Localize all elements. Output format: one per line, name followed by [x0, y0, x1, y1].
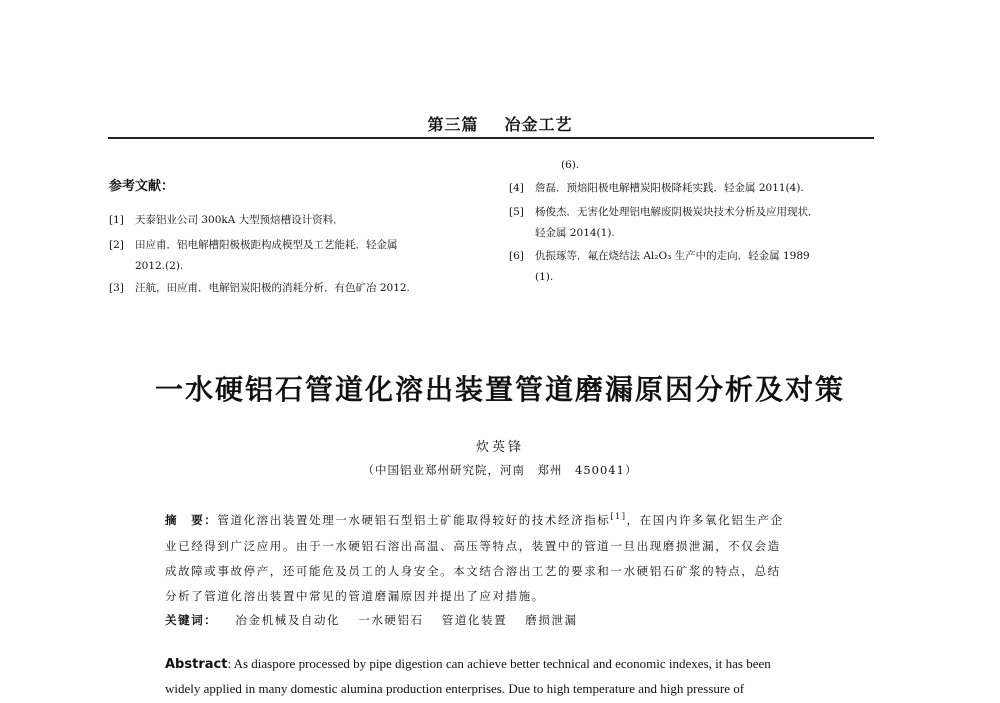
keywords-label: 关键词：	[165, 613, 218, 627]
abstract-en-line-2: widely applied in many domestic alumina production enterprises. Due to high temperature and high pressure of	[165, 681, 745, 696]
keyword: 磨损泄漏	[525, 613, 578, 627]
author: 炊英锋	[475, 440, 524, 455]
abstract-en-line-1: Abstract: As diaspore processed by pipe digestion can achieve better technical and economic indexes, it has been	[165, 656, 771, 672]
keyword: 一水硬铝石	[358, 613, 424, 627]
reference-4: [4] 詹磊．预焙阳极电解槽炭阳极降耗实践．轻金属 2011(4).	[509, 182, 804, 194]
section-header	[0, 112, 1000, 135]
citation: [1]	[610, 512, 627, 522]
reference-2: [2] 田应甫．铝电解槽阳极极距构成模型及工艺能耗．轻金属 2012.(2).	[109, 239, 398, 272]
abstract-cn-line-1: 摘 要：管道化溶出装置处理一水硬铝石型铝土矿能取得较好的技术经济指标[1]，在国内许多氧化铝生产企	[165, 512, 784, 527]
references-title: 参考文献：	[109, 179, 175, 194]
affiliation: （中国铝业郑州研究院，河南 郑州 450041）	[362, 463, 638, 477]
keywords	[165, 612, 835, 628]
abstract-cn-line-3: 成故障或事故停产，还可能危及员工的人身安全。本文结合溶出工艺的要求和一水硬铝石矿浆的特点，总结	[165, 564, 781, 578]
reference-1: [1] 天泰铝业公司 300kA 大型预焙槽设计资料．	[109, 214, 344, 226]
abstract-cn-line-2: 业已经得到广泛应用。由于一水硬铝石溶出高温、高压等特点，装置中的管道一旦出现磨损泄漏，不仅会造	[165, 539, 781, 553]
reference-continued: (6).	[561, 159, 580, 171]
header-rule	[108, 137, 874, 139]
article-title: 一水硬铝石管道化溶出装置管道磨漏原因分析及对策	[154, 373, 845, 406]
abstract-cn-label: 摘 要：	[165, 513, 218, 527]
abstract-en-label: Abstract	[165, 657, 228, 672]
reference-5: [5] 杨俊杰．无害化处理铝电解废阴极炭块技术分析及应用现状． 轻金属 2014(1).	[509, 206, 819, 239]
reference-6: [6] 仇振琢等．氟在烧结法 Al₂O₃ 生产中的走向．轻金属 1989 (1).	[509, 250, 810, 283]
reference-3: [3] 汪航，田应甫．电解铝炭阳极的消耗分析．有色矿冶 2012.	[109, 282, 410, 294]
abstract-cn-line-4: 分析了管道化溶出装置中常见的管道磨漏原因并提出了应对措施。	[165, 589, 545, 603]
keyword: 管道化装置	[441, 613, 508, 627]
part-label: 第三篇	[427, 115, 479, 134]
section-label: 冶金工艺	[504, 115, 573, 134]
keyword: 冶金机械及自动化	[235, 613, 341, 627]
